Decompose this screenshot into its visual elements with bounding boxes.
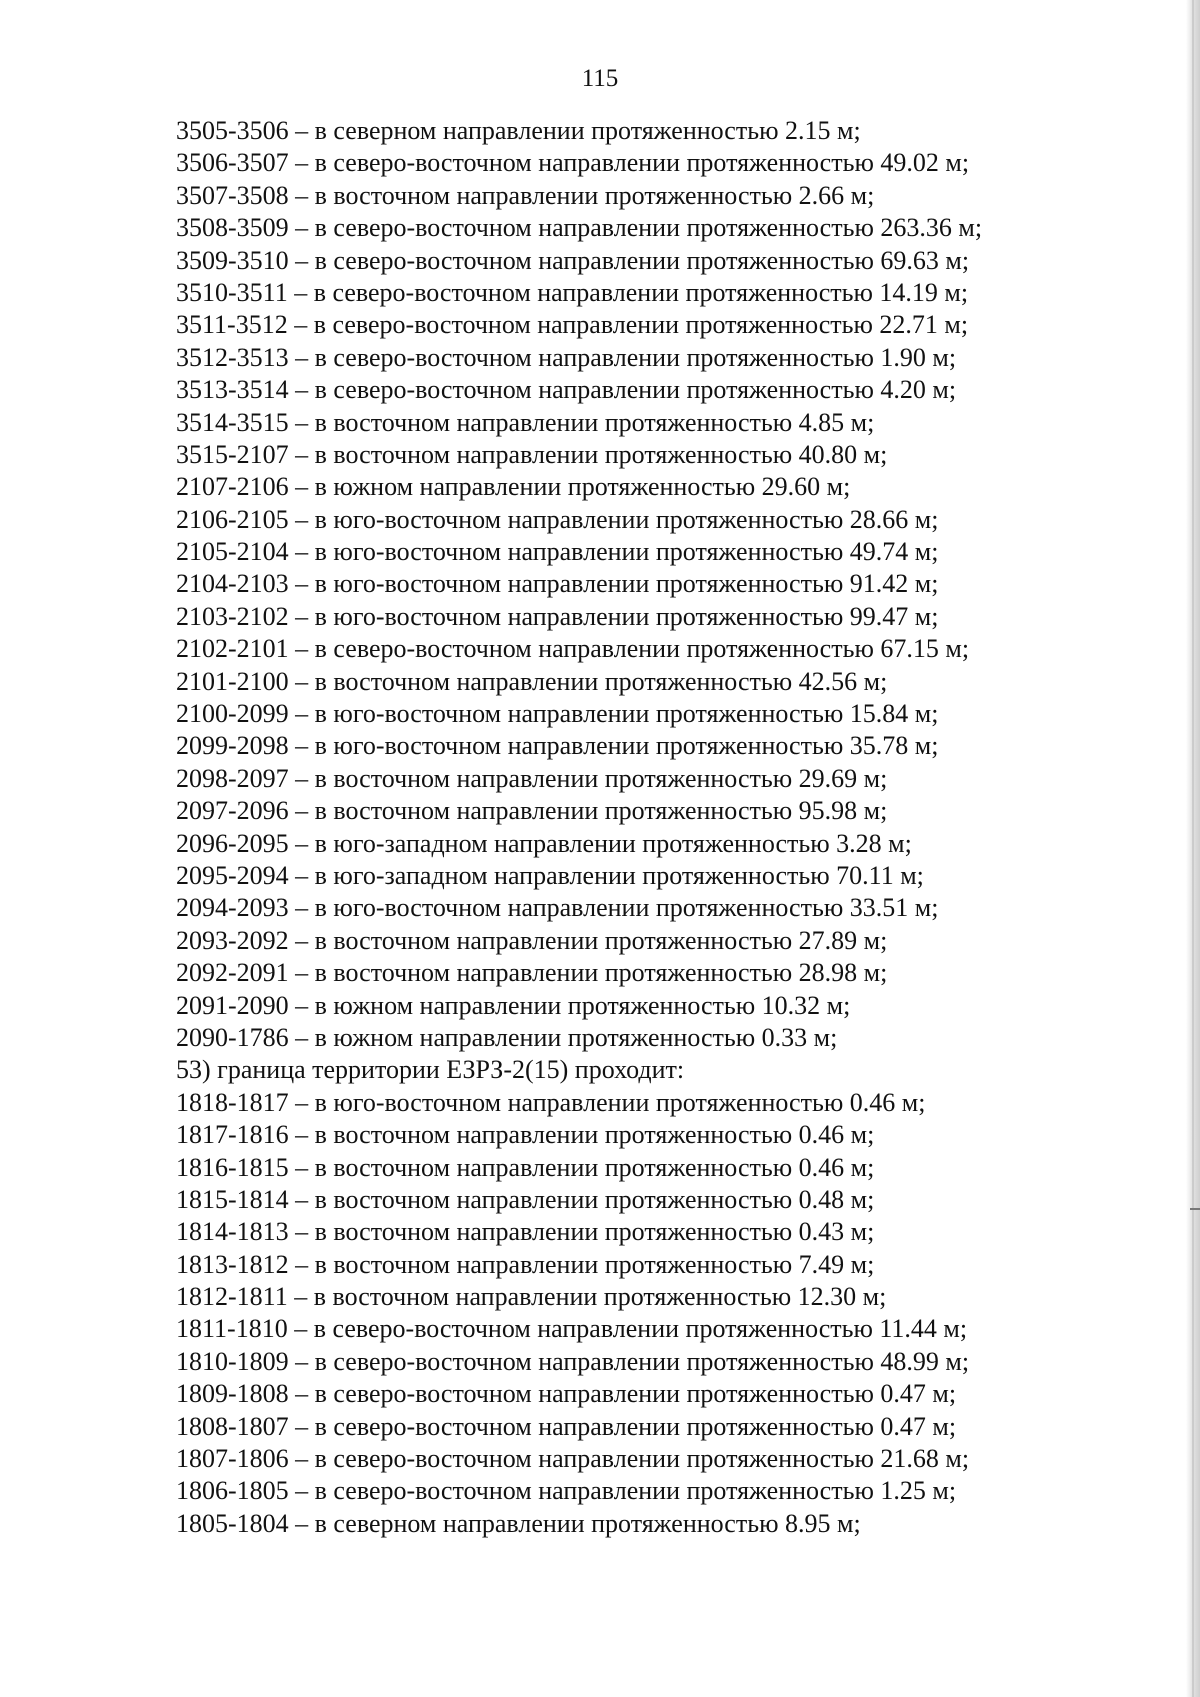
list-item: 1814-1813 – в восточном направлении протяженностью 0.43 м; (176, 1217, 875, 1247)
list-item: 1805-1804 – в северном направлении протяженностью 8.95 м; (176, 1508, 861, 1538)
list-item: 2090-1786 – в южном направлении протяженностью 0.33 м; (176, 1022, 838, 1052)
list-item: 1806-1805 – в северо-восточном направлении протяженностью 1.25 м; (176, 1476, 957, 1506)
boundary-description-list (176, 115, 1096, 1540)
list-item: 1817-1816 – в восточном направлении протяженностью 0.46 м; (176, 1120, 875, 1150)
list-item: 1810-1809 – в северо-восточном направлении протяженностью 48.99 м; (176, 1346, 970, 1376)
margin-tick (1190, 1208, 1200, 1210)
list-item: 3506-3507 – в северо-восточном направлении протяженностью 49.02 м; (176, 148, 970, 178)
list-item: 2094-2093 – в юго-восточном направлении протяженностью 33.51 м; (176, 893, 939, 923)
list-item: 2100-2099 – в юго-восточном направлении протяженностью 15.84 м; (176, 699, 939, 729)
list-item: 2093-2092 – в восточном направлении протяженностью 27.89 м; (176, 925, 888, 955)
list-item: 3508-3509 – в северо-восточном направлении протяженностью 263.36 м; (176, 213, 983, 243)
list-item: 1811-1810 – в северо-восточном направлении протяженностью 11.44 м; (176, 1314, 968, 1344)
list-item: 3511-3512 – в северо-восточном направлении протяженностью 22.71 м; (176, 310, 969, 340)
list-item: 2103-2102 – в юго-восточном направлении протяженностью 99.47 м; (176, 601, 939, 631)
list-item: 2096-2095 – в юго-западном направлении протяженностью 3.28 м; (176, 828, 912, 858)
list-item: 2105-2104 – в юго-восточном направлении протяженностью 49.74 м; (176, 537, 939, 567)
list-item: 3507-3508 – в восточном направлении протяженностью 2.66 м; (176, 180, 875, 210)
scan-edge-line (1192, 0, 1194, 1697)
list-item: 3512-3513 – в северо-восточном направлении протяженностью 1.90 м; (176, 342, 957, 372)
list-item: 2104-2103 – в юго-восточном направлении протяженностью 91.42 м; (176, 569, 939, 599)
list-item: 1809-1808 – в северо-восточном направлении протяженностью 0.47 м; (176, 1379, 957, 1409)
list-item: 2102-2101 – в северо-восточном направлении протяженностью 67.15 м; (176, 634, 970, 664)
list-item: 1816-1815 – в восточном направлении протяженностью 0.46 м; (176, 1152, 875, 1182)
page-number: 115 (581, 65, 619, 92)
list-item: 1808-1807 – в северо-восточном направлении протяженностью 0.47 м; (176, 1411, 957, 1441)
list-item: 3505-3506 – в северном направлении протяженностью 2.15 м; (176, 116, 861, 145)
list-item: 2091-2090 – в южном направлении протяженностью 10.32 м; (176, 990, 851, 1020)
list-item: 3509-3510 – в северо-восточном направлении протяженностью 69.63 м; (176, 245, 970, 275)
list-item: 3510-3511 – в северо-восточном направлении протяженностью 14.19 м; (176, 277, 969, 307)
list-item: 2106-2105 – в юго-восточном направлении протяженностью 28.66 м; (176, 504, 939, 534)
list-item: 2097-2096 – в восточном направлении протяженностью 95.98 м; (176, 796, 888, 826)
section-heading: 53) граница территории ЕЗРЗ-2(15) проходит: (176, 1055, 685, 1085)
list-item: 1813-1812 – в восточном направлении протяженностью 7.49 м; (176, 1249, 875, 1279)
list-item: 2095-2094 – в юго-западном направлении протяженностью 70.11 м; (176, 860, 924, 890)
list-item: 2092-2091 – в восточном направлении протяженностью 28.98 м; (176, 958, 888, 988)
list-item: 3514-3515 – в восточном направлении протяженностью 4.85 м; (176, 407, 875, 437)
list-item: 2099-2098 – в юго-восточном направлении протяженностью 35.78 м; (176, 731, 939, 761)
list-item: 3513-3514 – в северо-восточном направлении протяженностью 4.20 м; (176, 375, 957, 405)
list-item: 2107-2106 – в южном направлении протяженностью 29.60 м; (176, 472, 851, 502)
list-item: 3515-2107 – в восточном направлении протяженностью 40.80 м; (176, 439, 888, 469)
list-item: 1812-1811 – в восточном направлении протяженностью 12.30 м; (176, 1282, 887, 1312)
list-item: 2098-2097 – в восточном направлении протяженностью 29.69 м; (176, 763, 888, 793)
list-item: 1815-1814 – в восточном направлении протяженностью 0.48 м; (176, 1184, 875, 1214)
list-item: 2101-2100 – в восточном направлении протяженностью 42.56 м; (176, 666, 888, 696)
list-item: 1807-1806 – в северо-восточном направлении протяженностью 21.68 м; (176, 1444, 970, 1474)
list-item: 1818-1817 – в юго-восточном направлении протяженностью 0.46 м; (176, 1087, 926, 1117)
